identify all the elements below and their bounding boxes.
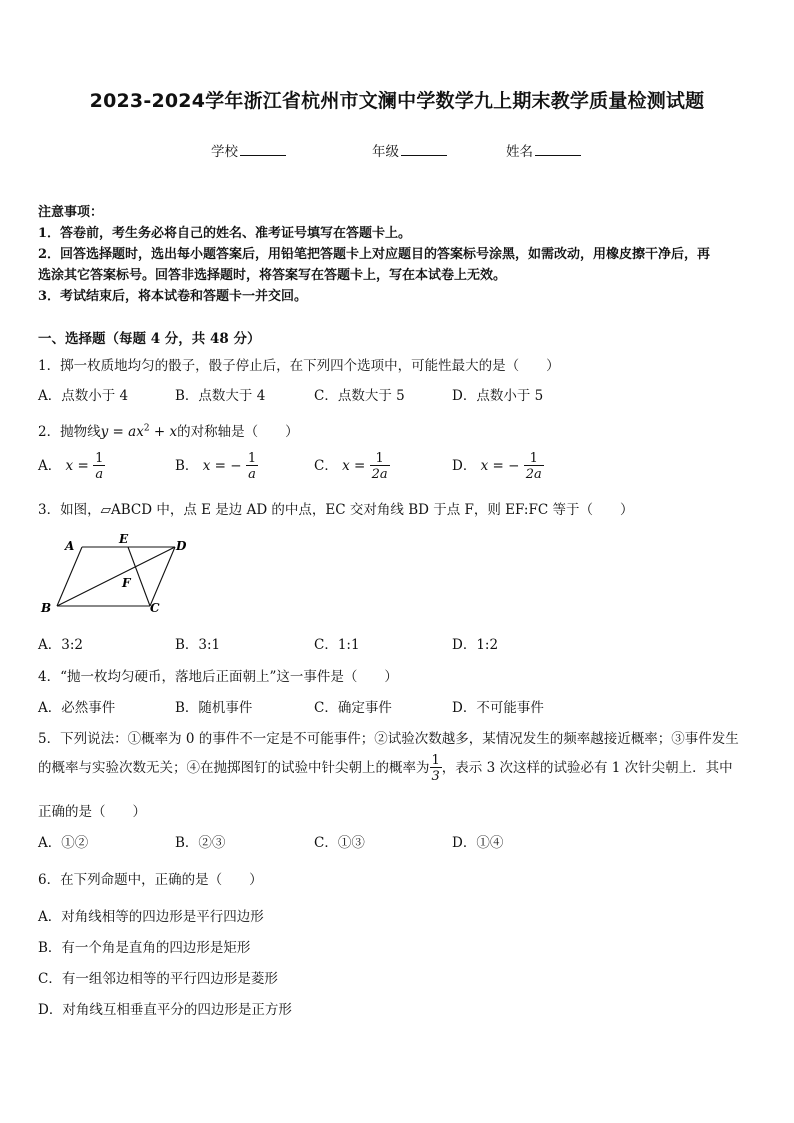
grade-blank bbox=[401, 143, 447, 156]
fraction-numerator: 1 bbox=[95, 451, 104, 466]
document-title: 2023-2024学年浙江省杭州市文澜中学数学九上期末教学质量检测试题 bbox=[89, 90, 705, 112]
q3-option-b: B．3:1 bbox=[175, 637, 221, 653]
fraction bbox=[430, 754, 442, 783]
option-lhs: x = bbox=[65, 458, 89, 474]
fraction-numerator: 1 bbox=[370, 452, 390, 466]
school-field bbox=[211, 140, 286, 160]
notice-item: 3．考试结束后，将本试卷和答题卡一并交回。 bbox=[38, 289, 308, 304]
fraction bbox=[370, 452, 390, 481]
label-e: E bbox=[119, 532, 129, 546]
option-lhs: x = bbox=[342, 458, 366, 474]
q3-stem: 3．如图，▱ABCD 中，点 E 是边 AD 的中点，EC 交对角线 BD 于点 F，则 EF:FC 等于（ ） bbox=[38, 502, 634, 518]
q3-option-a: A．3:2 bbox=[38, 637, 83, 653]
q1-stem: 1．掷一枚质地均匀的骰子，骰子停止后，在下列四个选项中，可能性最大的是（ ） bbox=[38, 358, 560, 374]
option-lhs: x = − bbox=[202, 458, 242, 474]
q2-stem-suffix: 的对称轴是（ ） bbox=[177, 424, 299, 440]
q4-option-b: B．随机事件 bbox=[175, 700, 253, 716]
q2-option-b bbox=[175, 452, 258, 481]
section-heading: 一、选择题（每题 4 分，共 48 分） bbox=[38, 331, 261, 347]
option-letter: C． bbox=[314, 458, 338, 474]
q1-option-a: A．点数小于 4 bbox=[38, 388, 129, 404]
notice-heading: 注意事项： bbox=[38, 205, 104, 220]
label-c: C bbox=[150, 601, 160, 615]
q4-option-d: D．不可能事件 bbox=[452, 700, 544, 716]
q5-option-c: C．①③ bbox=[314, 835, 365, 851]
q4-stem: 4．“抛一枚均匀硬币，落地后正面朝上”这一事件是（ ） bbox=[38, 669, 398, 685]
notice-item: 1．答卷前，考生务必将自己的姓名、准考证号填写在答题卡上。 bbox=[38, 226, 412, 241]
fraction-numerator: 1 bbox=[431, 753, 440, 768]
option-letter: A． bbox=[38, 458, 62, 474]
q5-line2-a: 的概率与实验次数无关；④在抛掷图钉的试验中针尖朝上的概率为 bbox=[38, 760, 430, 776]
q5-line3: 正确的是（ ） bbox=[38, 804, 146, 820]
q2-option-c bbox=[314, 452, 390, 481]
fraction bbox=[524, 452, 544, 481]
fraction-denominator: a bbox=[248, 467, 256, 482]
q6-option-a: A．对角线相等的四边形是平行四边形 bbox=[38, 909, 264, 925]
q2-option-d bbox=[452, 452, 544, 481]
q3-option-d: D．1:2 bbox=[452, 637, 499, 653]
q5-option-b: B．②③ bbox=[175, 835, 226, 851]
q1-option-d: D．点数小于 5 bbox=[452, 388, 544, 404]
diagonal-bd bbox=[57, 547, 175, 606]
q5-option-a: A．①② bbox=[38, 835, 89, 851]
side-dc bbox=[150, 547, 175, 606]
q6-option-d: D．对角线互相垂直平分的四边形是正方形 bbox=[38, 1002, 292, 1018]
label-f: F bbox=[122, 576, 131, 590]
q4-option-c: C．确定事件 bbox=[314, 700, 392, 716]
q2-equation: $y = ax^2 + x$ bbox=[100, 423, 178, 440]
name-blank bbox=[535, 143, 581, 156]
school-label: 学校 bbox=[211, 144, 238, 160]
label-d: D bbox=[176, 539, 187, 553]
parallelogram-figure bbox=[36, 530, 196, 620]
q2-stem-prefix: 2．抛物线 bbox=[38, 424, 101, 440]
q5-line2 bbox=[38, 754, 733, 783]
q1-option-c: C．点数大于 5 bbox=[314, 388, 405, 404]
notice-item: 2．回答选择题时，选出每小题答案后，用铅笔把答题卡上对应题目的答案标号涂黑，如需改动，用橡皮擦干净后，再 bbox=[38, 247, 711, 262]
school-blank bbox=[240, 143, 286, 156]
q6-option-c: C．有一组邻边相等的平行四边形是菱形 bbox=[38, 971, 278, 987]
name-label: 姓名 bbox=[506, 144, 533, 160]
notice-item: 选涂其它答案标号。回答非选择题时，将答案写在答题卡上，写在本试卷上无效。 bbox=[38, 268, 507, 283]
q6-option-b: B．有一个角是直角的四边形是矩形 bbox=[38, 940, 251, 956]
fraction-denominator: a bbox=[95, 467, 104, 482]
q5-line1: 5．下列说法：①概率为 0 的事件不一定是不可能事件；②试验次数越多，某情况发生的频率越接近概率；③事件发生 bbox=[38, 731, 739, 747]
grade-label: 年级 bbox=[372, 144, 399, 160]
grade-field bbox=[372, 140, 447, 160]
fraction-numerator: 1 bbox=[524, 452, 544, 466]
fraction-denominator: 3 bbox=[431, 769, 440, 784]
option-letter: D． bbox=[452, 458, 477, 474]
q6-stem: 6．在下列命题中，正确的是（ ） bbox=[38, 872, 263, 888]
q2-stem bbox=[38, 420, 299, 440]
label-a: A bbox=[65, 539, 75, 553]
q2-option-a bbox=[38, 452, 105, 481]
fraction bbox=[246, 452, 258, 481]
name-field bbox=[506, 140, 581, 160]
label-b: B bbox=[41, 601, 52, 615]
q3-option-c: C．1:1 bbox=[314, 637, 360, 653]
option-letter: B． bbox=[175, 458, 199, 474]
q1-option-b: B．点数大于 4 bbox=[175, 388, 266, 404]
segment-ec bbox=[128, 547, 150, 606]
option-lhs: x = − bbox=[480, 458, 520, 474]
side-ab bbox=[57, 547, 82, 606]
fraction-denominator: 2a bbox=[371, 467, 388, 482]
q5-line2-b: ，表示 3 次这样的试验必有 1 次针尖朝上．其中 bbox=[441, 760, 733, 776]
fraction-numerator: 1 bbox=[247, 451, 257, 466]
q5-option-d: D．①④ bbox=[452, 835, 504, 851]
q4-option-a: A．必然事件 bbox=[38, 700, 116, 716]
fraction-denominator: 2a bbox=[525, 467, 542, 482]
notice-block bbox=[38, 202, 710, 307]
fraction bbox=[93, 452, 105, 481]
